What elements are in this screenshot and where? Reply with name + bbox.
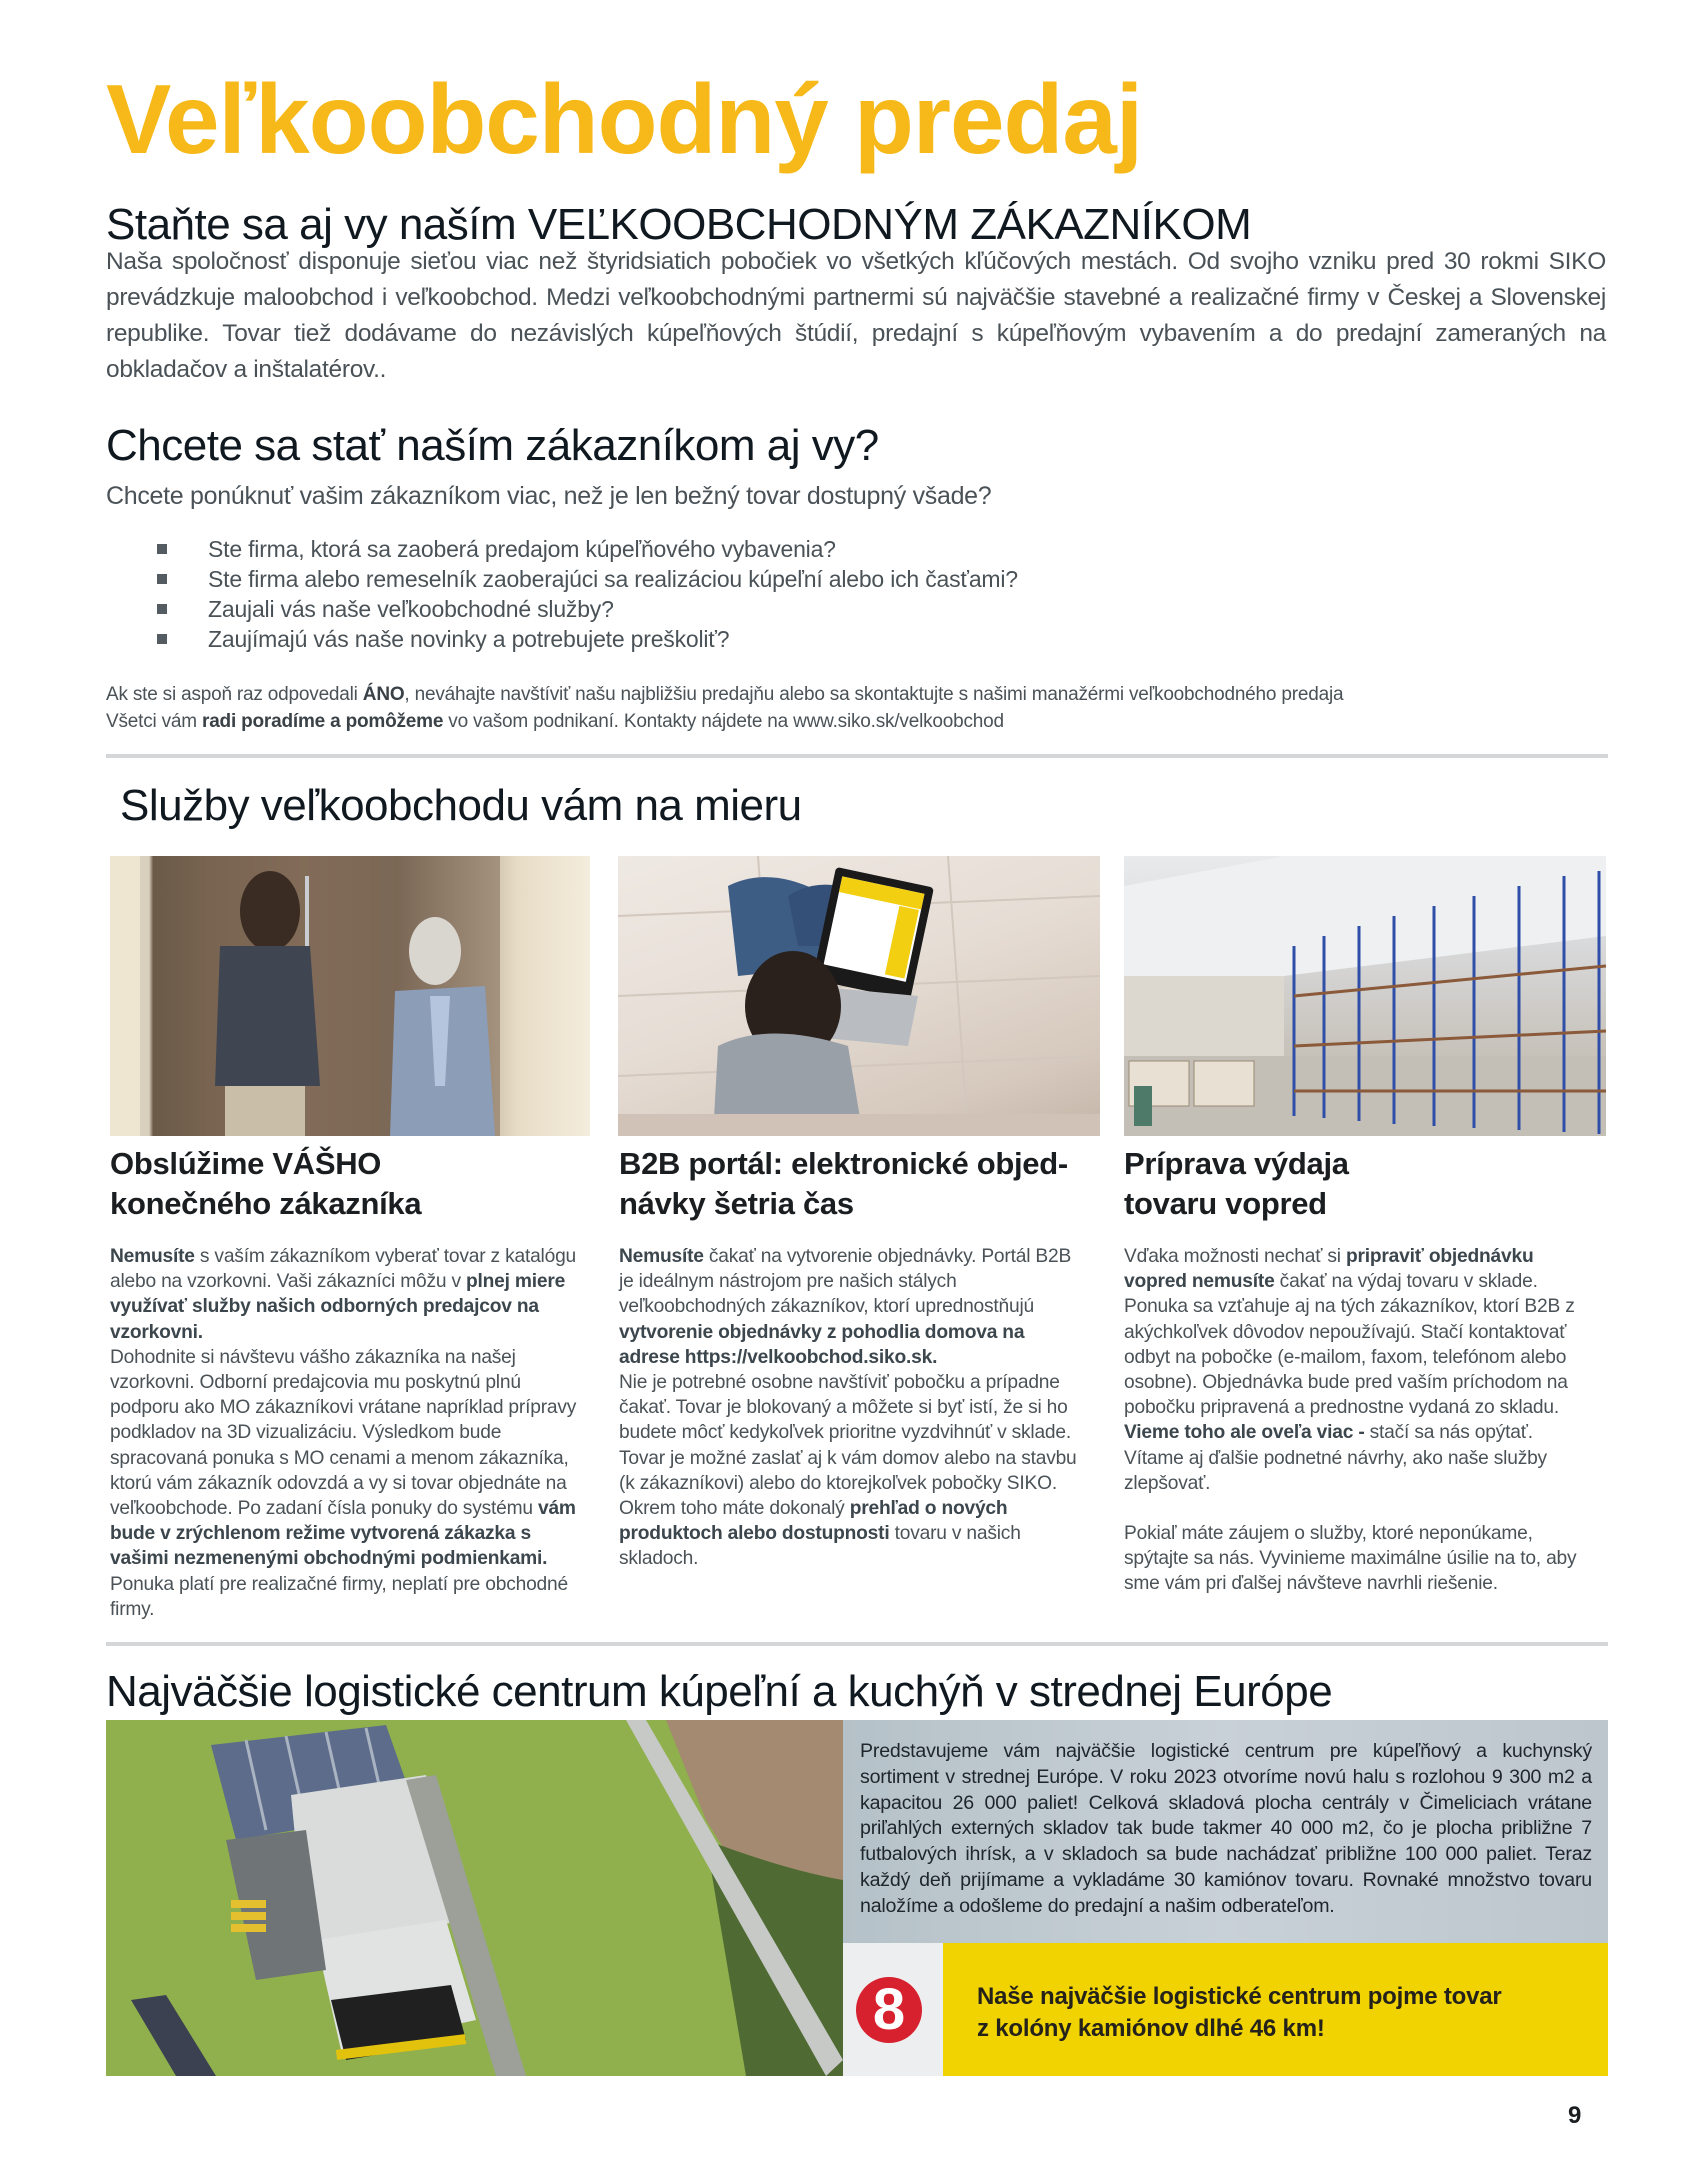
showroom-consultation-photo	[110, 856, 590, 1136]
service-title-line: tovaru vopred	[1124, 1186, 1327, 1221]
page-number: 9	[1568, 2102, 1582, 2129]
callout-line: Naše najväčšie logistické centrum pojme tovar	[977, 1983, 1502, 2010]
service-paragraph	[619, 1496, 1089, 1572]
service-title-line: návky šetria čas	[619, 1186, 854, 1221]
list-item	[155, 594, 1018, 624]
service-paragraph	[1124, 1420, 1594, 1496]
section-divider	[106, 754, 1608, 758]
service-paragraph: Pokiaľ máte záujem o služby, ktoré neponúkame, spýtajte sa nás. Vyvinieme maximálne úsilie na to, aby sme vám pri ďalšej návšteve navrhli riešenie.	[1124, 1523, 1577, 1595]
service-title-end-customer	[110, 1144, 580, 1224]
service-title-preparation	[1124, 1144, 1594, 1224]
bullet-square-icon	[157, 544, 167, 554]
logistics-info-text: Predstavujeme vám najväčšie logistické centrum pre kúpeľňový a kuchynský sortiment v strednej Európe. V roku 2023 otvoríme novú halu s rozlohou 9 300 m2 a kapacitou 26 000 paliet! Celková skladová plocha centrály v Čimeliciach vrátane priľahlých externých skladov tak bude takmer 40 000 m2, čo je plocha približne 7 futbalových ihrísk, a v skladoch sa bude nachádzať približne 100 000 paliet. Teraz každý deň prijímame a vykladáme 30 kamiónov tovaru. Rovnaké množstvo tovaru naložíme a odošleme do predajní a našim odberateľom.	[860, 1740, 1592, 1917]
contact-note	[106, 681, 1343, 735]
body-text: Okrem toho máte dokonalý	[619, 1498, 850, 1520]
warehouse-racks-photo	[1124, 856, 1606, 1136]
b2b-portal-link[interactable]: vytvorenie objednávky z pohodlia domova na adrese https://velkoobchod.siko.sk.	[619, 1321, 1025, 1368]
bold-text: prehľad o nových produktoch alebo dostupnosti	[619, 1498, 1008, 1545]
intro-text: Naša spoločnosť disponuje sieťou viac než štyridsiatich pobočiek vo všetkých kľúčových mestách. Od svojho vzniku pred 30 rokmi SIKO prevádzkuje maloobchod i veľkoobchod. Medzi veľkoobchodnými partnermi sú najväčšie stavebné a realizačné firmy v Českej a Slovenskej republike. Tovar tiež dodávame do nezávislých kúpeľňových štúdií, predajní s kúpeľňovým vybavením a do predajní zameraných na obkladačov a inštalatérov..	[106, 248, 1606, 383]
body-text: čakať na výdaj tovaru v sklade. Ponuka sa vzťahuje aj na tých zákazníkov, ktorí B2B z akýchkoľvek dôvodov nepoužívajú. Stačí kontaktovať odbyt na pobočke (e-mailom, faxom, telefónom alebo osobne). Objednávka bude pred vaším príchodom na pobočku pripravená a prednostne vydaná zo skladu.	[1124, 1271, 1575, 1419]
service-title-line: Príprava výdaja	[1124, 1146, 1349, 1181]
note-text: Ak ste si aspoň raz odpovedali	[106, 684, 363, 705]
question-bullet-list	[155, 534, 1018, 654]
aerial-logistics-center-photo	[106, 1720, 843, 2076]
number-badge-icon: 8	[856, 1977, 922, 2043]
body-text: Vďaka možnosti nechať si	[1124, 1246, 1346, 1267]
body-text: Dohodnite si návštevu vášho zákazníka na našej vzorkovni. Odborní predajcovia mu poskytnú plnú podporu ako MO zákazníkovi vrátane napríklad prípravy podkladov na 3D vizualizáciu. Výsledkom bude spracovaná ponuka s MO cenami a menom zákazníka, ktorú vám zákazník odovzdá a vy si tovar objednáte na veľkoobchode. Po zadaní čísla ponuky do systému	[110, 1346, 577, 1520]
note-bold: ÁNO	[362, 684, 405, 705]
bold-text: pripraviť objednávku vopred nemusíte	[1124, 1246, 1534, 1293]
body-text: stačí sa nás opýtať. Vítame aj ďalšie podnetné návrhy, ako naše služby zlepšovať.	[1124, 1422, 1547, 1494]
logistics-info-panel	[843, 1720, 1608, 1943]
badge-cell	[843, 1943, 943, 2076]
contact-note-line1	[106, 681, 1343, 708]
services-heading: Služby veľkoobchodu vám na mieru	[120, 781, 802, 830]
service-paragraph	[110, 1244, 580, 1345]
page-title: Veľkoobchodný predaj	[106, 64, 1143, 174]
service-paragraph: Nie je potrebné osobne navštíviť pobočku a prípadne čakať. Tovar je blokovaný a môžete si byť istí, že si ho budete môcť kedykoľvek prioritne vyzdvihnúť v sklade. Tovar je možné zaslať aj k vám domov alebo na stavbu (k zákazníkovi) alebo do ktorejkoľvek pobočky SIKO.	[619, 1372, 1077, 1494]
bullet-square-icon	[157, 634, 167, 644]
service-paragraph	[1124, 1244, 1594, 1420]
body-text: tovaru v našich skladoch.	[619, 1523, 1021, 1570]
laptop-b2b-photo	[618, 856, 1100, 1136]
callout-text	[977, 1981, 1502, 2045]
contact-note-line2	[106, 708, 1343, 735]
note-text: Všetci vám	[106, 711, 202, 732]
question-heading: Chcete sa stať naším zákazníkom aj vy?	[106, 421, 879, 470]
bullet-text: Zaujali vás naše veľkoobchodné služby?	[208, 596, 614, 622]
service-paragraph	[619, 1244, 1089, 1370]
body-text: s vaším zákazníkom vyberať tovar z katalógu alebo na vzorkovni. Vaši zákazníci môžu v	[110, 1246, 577, 1293]
service-title-b2b	[619, 1144, 1089, 1224]
body-text: čakať na vytvorenie objednávky. Portál B2B je ideálnym nástrojom pre našich stálych veľkoobchodných zákazníkov, ktorí uprednostňujú	[619, 1246, 1072, 1318]
service-text-end-customer	[110, 1244, 580, 1622]
callout-line: z kolóny kamiónov dlhé 46 km!	[977, 2015, 1325, 2042]
service-text-b2b	[619, 1244, 1089, 1572]
body-text: Ponuka platí pre realizačné firmy, neplatí pre obchodné firmy.	[110, 1573, 568, 1620]
bullet-text: Ste firma alebo remeselník zaoberajúci sa realizáciou kúpeľní alebo ich časťami?	[208, 566, 1018, 592]
logistics-heading: Najväčšie logistické centrum kúpeľní a kuchýň v strednej Európe	[106, 1667, 1333, 1716]
question-lead: Chcete ponúknuť vašim zákazníkom viac, než je len bežný tovar dostupný všade?	[106, 482, 992, 510]
note-bold: radi poradíme a pomôžeme	[202, 711, 444, 732]
service-text-preparation	[1124, 1244, 1594, 1597]
intro-subtitle: Staňte sa aj vy naším VEĽKOOBCHODNÝM ZÁKAZNÍKOM	[106, 200, 1252, 249]
logistics-callout	[943, 1943, 1608, 2076]
bold-text: Vieme toho ale oveľa viac -	[1124, 1422, 1365, 1444]
bold-text: Nemusíte	[619, 1246, 704, 1267]
list-item	[155, 534, 1018, 564]
list-item	[155, 624, 1018, 654]
service-title-line: Obslúžime VÁŠHO	[110, 1146, 382, 1181]
note-link-text: vo vašom podnikaní. Kontakty nájdete na www.siko.sk/velkoobchod	[443, 711, 1004, 732]
list-item	[155, 564, 1018, 594]
section-divider	[106, 1642, 1608, 1646]
service-title-line: B2B portál: elektronické objed-	[619, 1146, 1068, 1181]
bold-text: Nemusíte	[110, 1246, 195, 1267]
bullet-square-icon	[157, 604, 167, 614]
bullet-text: Ste firma, ktorá sa zaoberá predajom kúpeľňového vybavenia?	[208, 536, 836, 562]
bullet-square-icon	[157, 574, 167, 584]
bold-text: plnej miere využívať služby našich odborných predajcov na vzorkovni.	[110, 1271, 566, 1343]
bullet-text: Zaujímajú vás naše novinky a potrebujete preškoliť?	[208, 626, 730, 652]
bold-text: vám bude v zrýchlenom režime vytvorená zákazka s vašimi nezmenenými obchodnými podmienkami.	[110, 1498, 576, 1570]
service-title-line: konečného zákazníka	[110, 1186, 422, 1221]
note-text: , neváhajte navštíviť našu najbližšiu predajňu alebo sa skontaktujte s našimi manažérmi veľkoobchodného predaja	[404, 684, 1344, 705]
service-paragraph	[110, 1345, 580, 1622]
